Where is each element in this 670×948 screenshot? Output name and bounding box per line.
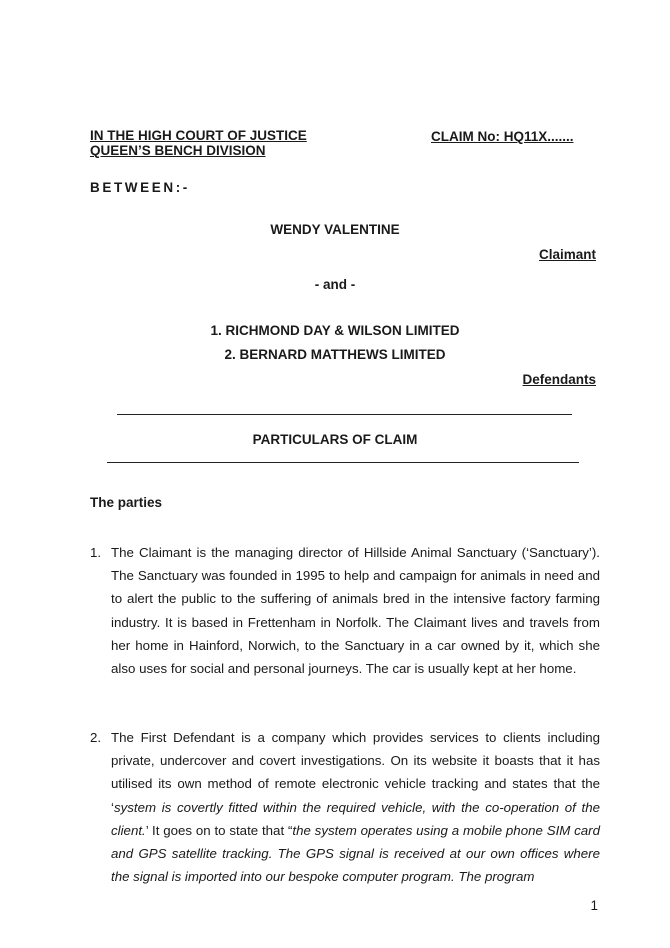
defendants-label: Defendants	[522, 372, 596, 387]
defendant-2: 2. BERNARD MATTHEWS LIMITED	[224, 347, 446, 362]
paragraph-text-segment: ’ It goes on to state that “	[145, 822, 293, 838]
claimant-label: Claimant	[538, 247, 596, 262]
defendant-1: 1. RICHMOND DAY & WILSON LIMITED	[210, 323, 460, 338]
paragraph-text	[111, 726, 600, 888]
page-number: 1	[590, 898, 598, 913]
between-label: BETWEEN:-	[90, 180, 190, 195]
court-line-1: IN THE HIGH COURT OF JUSTICE	[90, 128, 307, 143]
claim-number: CLAIM No: HQ11X.......	[431, 129, 574, 144]
quoted-text: system is covertly fitted within the required vehicle, with the co-operation of the client.	[111, 799, 600, 838]
title-rule-top	[117, 414, 572, 415]
and-separator: - and -	[314, 277, 356, 292]
claimant-name: WENDY VALENTINE	[270, 222, 400, 237]
court-line-2: QUEEN’S BENCH DIVISION	[90, 143, 266, 158]
paragraph-text-segment: The First Defendant is a company which provides services to clients including private, undercover and covert investigations. On its website it boasts that it has utilised its own method of remote electronic vehicle tracking and states that the ‘	[111, 730, 600, 815]
section-heading: The parties	[90, 495, 163, 510]
paragraph-2	[90, 726, 600, 888]
paragraph-1	[90, 541, 600, 680]
court-name	[90, 128, 307, 158]
paragraph-number: 2.	[90, 730, 102, 745]
quoted-text: the system operates using a mobile phone SIM card and GPS satellite tracking. The GPS signal is received at our own offices where the signal is imported into our bespoke computer program. The program	[111, 822, 601, 885]
title-rule-bottom	[107, 462, 579, 463]
paragraph-text: The Claimant is the managing director of Hillside Animal Sanctuary (‘Sanctuary’). The Sanctuary was founded in 1995 to help and campaign for animals in need and to alert the public to the suffering of animals bred in the intensive factory farming industry. It is based in Frettenham in Norfolk. The Claimant lives and travels from her home in Hainford, Norwich, to the Sanctuary in a car owned by it, which she also uses for social and personal journeys. The car is usually kept at her home.	[111, 545, 600, 677]
paragraph-number: 1.	[90, 545, 102, 560]
document-title: PARTICULARS OF CLAIM	[252, 432, 418, 447]
